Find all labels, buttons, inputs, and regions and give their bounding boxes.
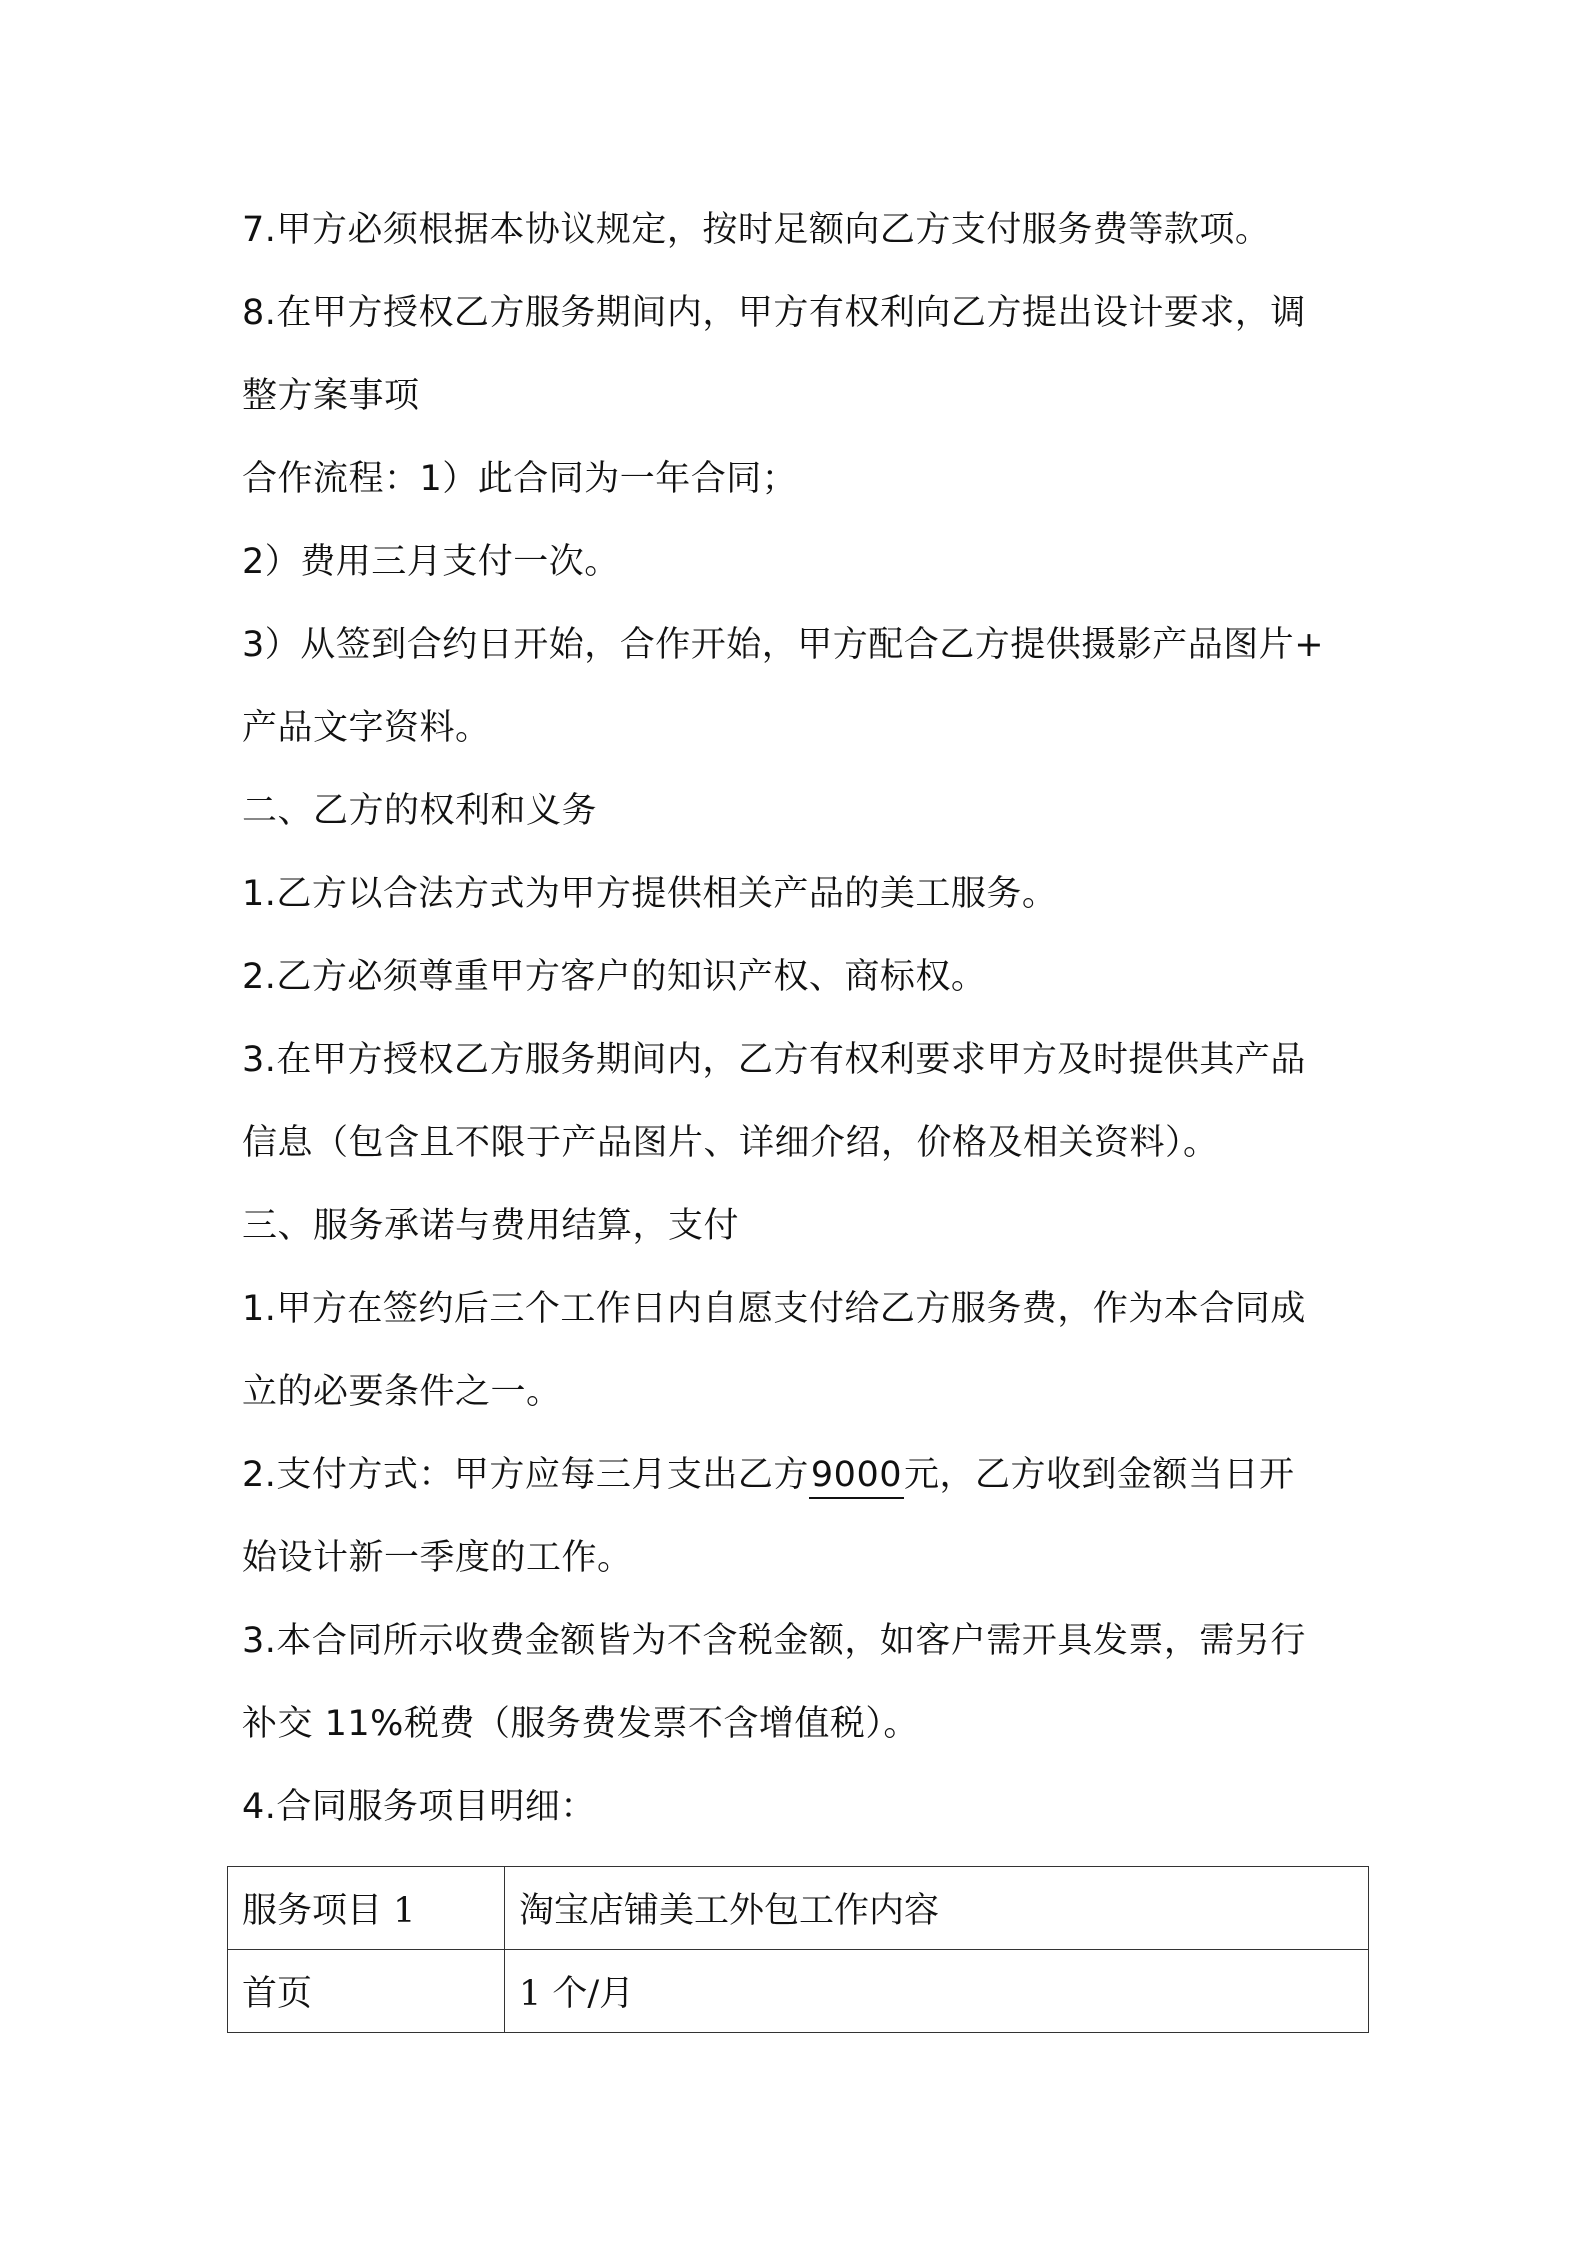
workflow-line2: 2）费用三月支付一次。: [242, 542, 620, 582]
payment-suffix: 元，乙方收到金额当日开: [903, 1455, 1295, 1495]
service-items-table: [227, 1866, 1369, 2033]
clause-b1: 1.乙方以合法方式为甲方提供相关产品的美工服务。: [242, 874, 1058, 914]
clause-c3-line1: 3.本合同所示收费金额皆为不含税金额，如客户需开具发票，需另行: [242, 1621, 1306, 1661]
clause-b3-line1: 3.在甲方授权乙方服务期间内，乙方有权利要求甲方及时提供其产品: [242, 1040, 1306, 1080]
workflow-line1: 合作流程：1）此合同为一年合同；: [242, 459, 798, 499]
workflow-line4: 产品文字资料。: [242, 708, 491, 748]
payment-amount: 9000: [809, 1453, 904, 1499]
clause-a7: 7.甲方必须根据本协议规定，按时足额向乙方支付服务费等款项。: [242, 210, 1271, 250]
table-cell: 首页: [228, 1950, 505, 2033]
table-cell: 1 个/月: [505, 1950, 1369, 2033]
clause-c3-line2: 补交 11%税费（服务费发票不含增值税）。: [242, 1704, 919, 1744]
section-heading-2: 二、乙方的权利和义务: [242, 791, 598, 831]
section-heading-3: 三、服务承诺与费用结算，支付: [242, 1206, 740, 1246]
clause-c1-line2: 立的必要条件之一。: [242, 1372, 562, 1412]
workflow-line3: 3）从签到合约日开始，合作开始，甲方配合乙方提供摄影产品图片+: [242, 625, 1325, 665]
clause-a8-line1: 8.在甲方授权乙方服务期间内，甲方有权利向乙方提出设计要求，调: [242, 293, 1306, 333]
clause-c2-line2: 始设计新一季度的工作。: [242, 1538, 633, 1578]
clause-a8-line2: 整方案事项: [242, 376, 420, 416]
table-row: [228, 1867, 1369, 1950]
clause-c2-line1: [242, 1450, 1362, 1500]
clause-c4: 4.合同服务项目明细：: [242, 1787, 596, 1827]
payment-prefix: 2.支付方式：甲方应每三月支出乙方: [242, 1455, 809, 1495]
clause-b2: 2.乙方必须尊重甲方客户的知识产权、商标权。: [242, 957, 987, 997]
clause-b3-line2: 信息（包含且不限于产品图片、详细介绍，价格及相关资料）。: [242, 1123, 1219, 1163]
table-cell: 服务项目 1: [228, 1867, 505, 1950]
table-row: [228, 1950, 1369, 2033]
clause-c1-line1: 1.甲方在签约后三个工作日内自愿支付给乙方服务费，作为本合同成: [242, 1289, 1306, 1329]
table-cell: 淘宝店铺美工外包工作内容: [505, 1867, 1369, 1950]
